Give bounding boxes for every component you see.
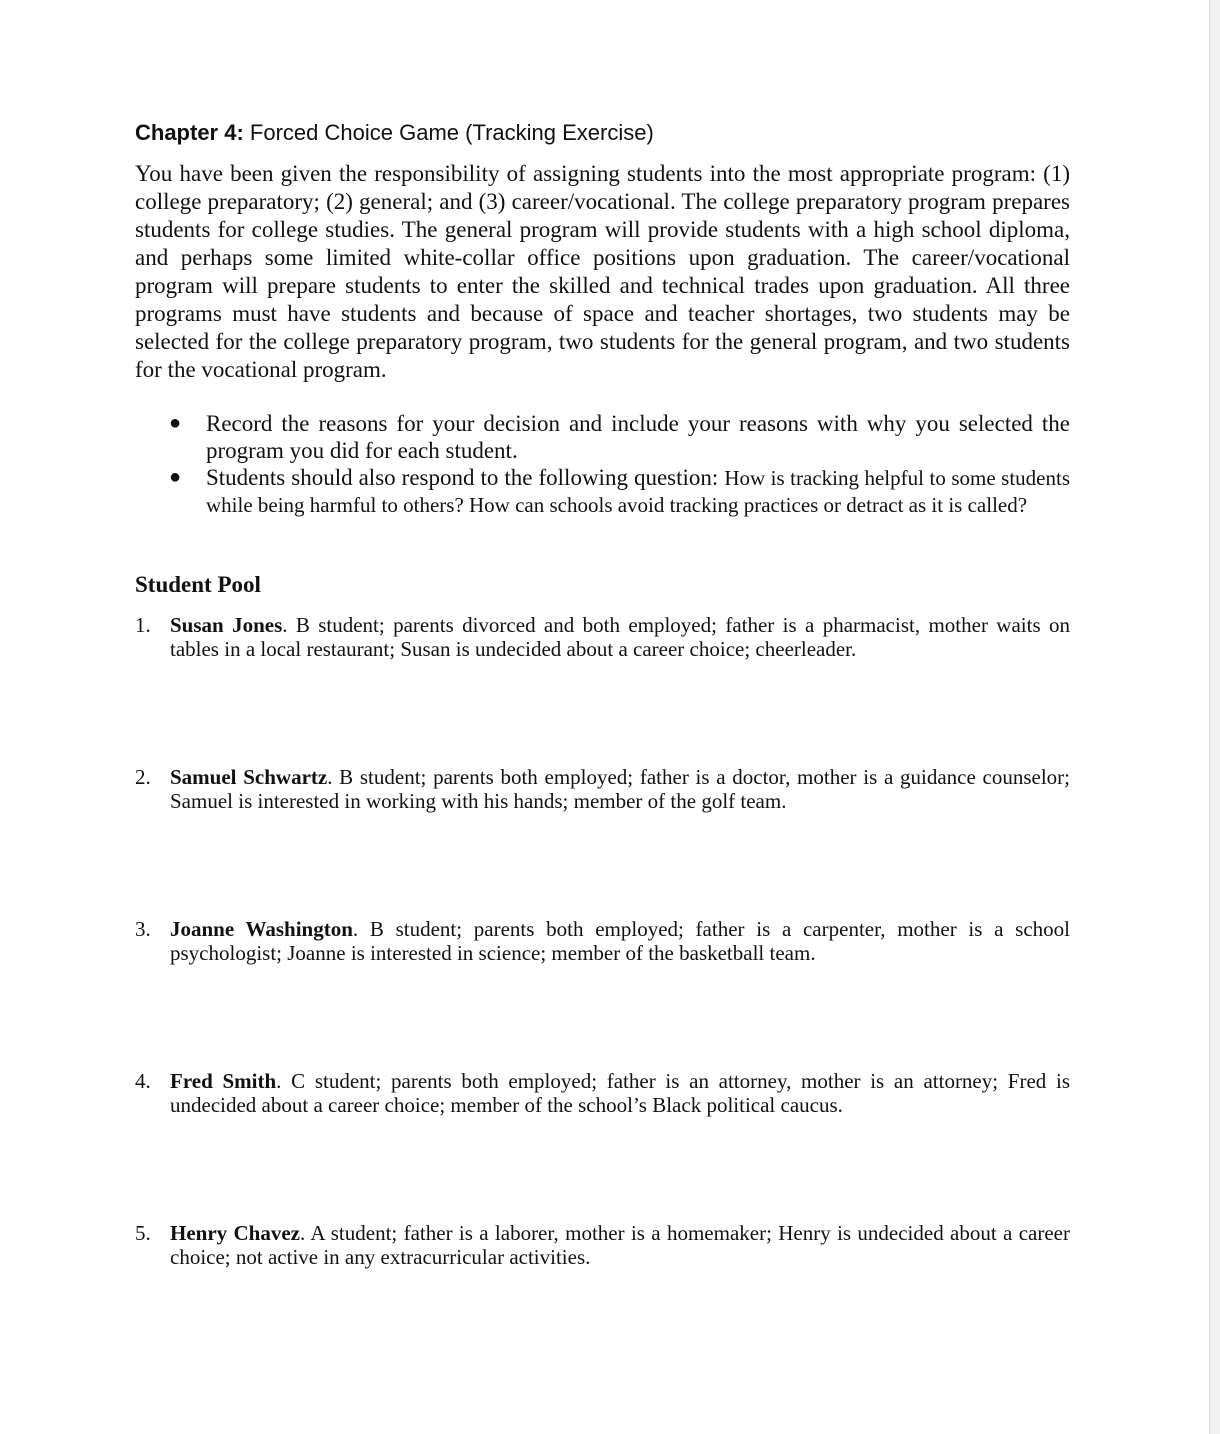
chapter-title: Forced Choice Game (Tracking Exercise) [249, 120, 654, 145]
document-content [135, 118, 1070, 1373]
student-name: Susan Jones [170, 613, 283, 637]
chapter-label: Chapter 4: [135, 120, 244, 145]
student-list [135, 613, 1070, 1373]
scrollbar-track[interactable] [1209, 0, 1220, 1434]
student-description: . C student; parents both employed; father is an attorney, mother is an attorney; Fred is undecided about a career choice; member of the school’s Black political caucus. [170, 1069, 1070, 1117]
instruction-item-reasons [135, 410, 1070, 464]
bullet-icon: ● [169, 466, 182, 488]
student-item [135, 1221, 1070, 1373]
student-description: . B student; parents divorced and both employed; father is a pharmacist, mother waits on tables in a local restaurant; Susan is undecided about a career choice; cheerleader. [170, 613, 1070, 661]
student-description: . A student; father is a laborer, mother is a homemaker; Henry is undecided about a career choice; not active in any extracurricular activities. [170, 1221, 1070, 1269]
student-number: 4. [135, 1069, 151, 1093]
student-item [135, 613, 1070, 765]
student-name: Samuel Schwartz [170, 765, 328, 789]
instruction-lead: Students should also respond to the following question: [206, 465, 719, 490]
chapter-heading [135, 118, 1070, 148]
student-item [135, 1069, 1070, 1221]
instruction-item-question [135, 464, 1070, 518]
student-number: 2. [135, 765, 151, 789]
student-number: 5. [135, 1221, 151, 1245]
instruction-question: How is tracking helpful to some students while being harmful to others? How can schools avoid tracking practices or detract as it is called? [206, 466, 1071, 517]
student-name: Fred Smith [170, 1069, 277, 1093]
student-name: Joanne Washington [170, 917, 353, 941]
student-name: Henry Chavez [170, 1221, 300, 1245]
student-number: 3. [135, 917, 151, 941]
student-description: . B student; parents both employed; father is a doctor, mother is a guidance counselor; Samuel is interested in working with his hands; member of the golf team. [170, 765, 1070, 813]
bullet-icon: ● [169, 412, 182, 434]
student-item [135, 765, 1070, 917]
instruction-text: Record the reasons for your decision and include your reasons with why you selected the program you did for each student. [206, 411, 1070, 463]
student-description: . B student; parents both employed; father is a carpenter, mother is a school psychologist; Joanne is interested in science; member of the basketball team. [170, 917, 1070, 965]
student-pool-heading: Student Pool [135, 572, 261, 597]
student-item [135, 917, 1070, 1069]
intro-paragraph: You have been given the responsibility of assigning students into the most appropriate program: (1) college preparatory; (2) general; and (3) career/vocational. The college preparatory program prepares students for college studies. The general program will provide students with a high school diploma, and perhaps some limited white-collar office positions upon graduation. The career/vocational program will prepare students to enter the skilled and technical trades upon graduation. All three programs must have students and because of space and teacher shortages, two students may be selected for the college preparatory program, two students for the general program, and two students for the vocational program. [135, 161, 1070, 382]
instruction-list [135, 410, 1070, 518]
student-number: 1. [135, 613, 151, 637]
